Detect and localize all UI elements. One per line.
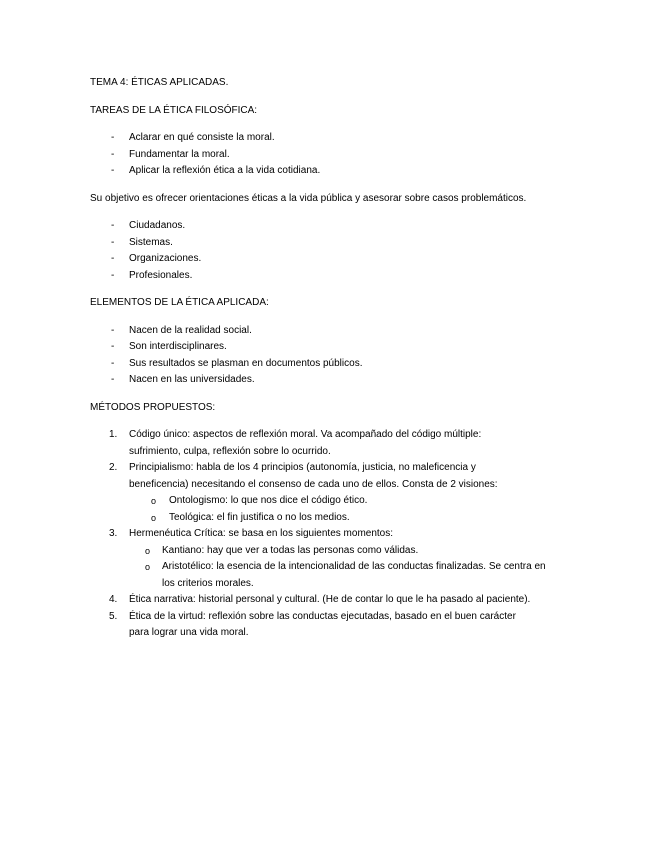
list-item: 4. Ética narrativa: historial personal y cultural. (He de contar lo que le ha pasado al paciente).: [109, 594, 531, 605]
document-page: [90, 75, 570, 642]
metodos-heading: MÉTODOS PROPUESTOS:: [90, 401, 216, 413]
sub-list-item: o Kantiano: hay que ver a todas las personas como válidas.: [145, 544, 419, 556]
list-item: 2. Principialismo: habla de los 4 principios (autonomía, justicia, no maleficencia y beneficencia) necesitando el consenso de cada uno de ellos. Consta de 2 visiones: o Ontologismo: lo que nos dice el código ético. o Teológica: el fin justifica o no los medios.: [90, 460, 570, 526]
list-item: - Ciudadanos.: [111, 220, 186, 231]
document-title: TEMA 4: ÉTICAS APLICADAS.: [90, 77, 229, 88]
list-item: - Sistemas.: [111, 236, 173, 248]
list-item: - Aclarar en qué consiste la moral.: [111, 132, 275, 143]
list-item: - Profesionales.: [111, 269, 193, 281]
objetivo-paragraph: Su objetivo es ofrecer orientaciones éticas a la vida pública y asesorar sobre casos problemáticos.: [90, 192, 527, 204]
list-item: - Nacen en las universidades.: [111, 374, 255, 385]
list-item: 1. Código único: aspectos de reflexión moral. Va acompañado del código múltiple: sufrimiento, culpa, reflexión sobre lo ocurrido.: [109, 429, 482, 457]
elementos-heading: ELEMENTOS DE LA ÉTICA APLICADA:: [90, 297, 269, 308]
list-item: - Nacen de la realidad social.: [111, 324, 252, 336]
list-item: 3. Hermenéutica Crítica: se basa en los siguientes momentos: o Kantiano: hay que ver a todas las personas como válidas. o Aristotélico: la esencia de la intencionalidad de las conductas finalizadas. Se centra en los criterios morales.: [90, 526, 570, 592]
sub-list-item: o Ontologismo: lo que nos dice el código ético.: [151, 495, 368, 506]
sub-list-item: o Teológica: el fin justifica o no los medios.: [151, 511, 350, 523]
list-item: - Sus resultados se plasman en documentos públicos.: [111, 357, 363, 369]
list-item: - Son interdisciplinares.: [111, 341, 227, 352]
elementos-list: [90, 323, 570, 389]
sub-list: [129, 493, 570, 526]
list-item: - Aplicar la reflexión ética a la vida cotidiana.: [111, 165, 321, 176]
sub-list-item: o Aristotélico: la esencia de la intencionalidad de las conductas finalizadas. Se centra en los criterios morales.: [145, 561, 546, 589]
sub-list: [129, 543, 570, 593]
objetivo-list: [90, 218, 570, 284]
list-item: - Fundamentar la moral.: [111, 148, 230, 160]
tareas-list: [90, 130, 570, 180]
metodos-list: [90, 427, 570, 642]
list-item: - Organizaciones.: [111, 253, 202, 264]
tareas-heading: TAREAS DE LA ÉTICA FILOSÓFICA:: [90, 104, 258, 116]
list-item: 5. Ética de la virtud: reflexión sobre las conductas ejecutadas, basado en el buen carácter para lograr una vida moral.: [109, 610, 516, 638]
